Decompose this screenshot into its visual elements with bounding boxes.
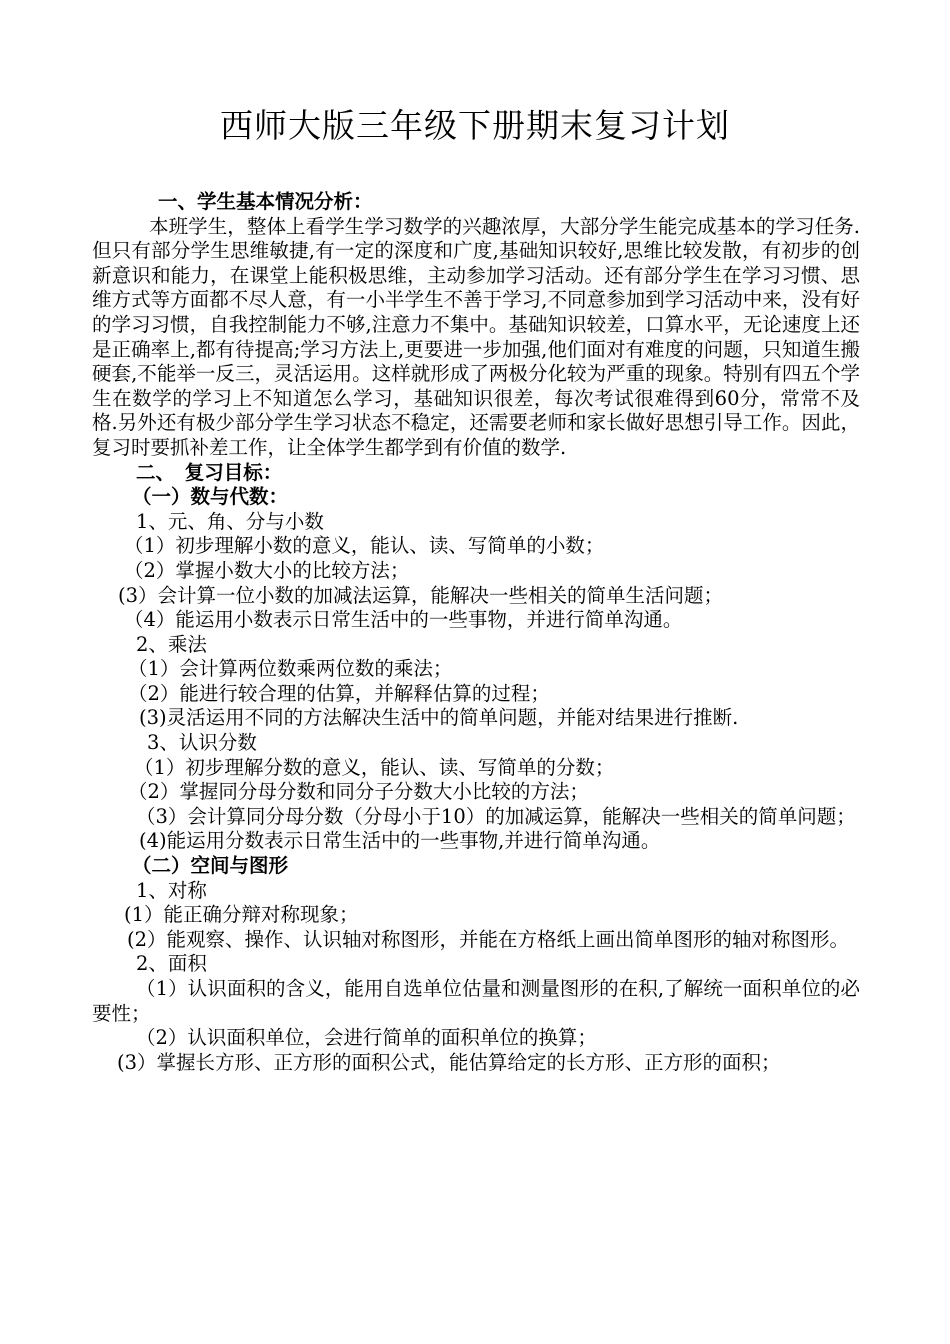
list-item: (2）能观察、操作、认识轴对称图形，并能在方格纸上画出简单图形的轴对称图形。 (127, 927, 850, 951)
topic-multiplication: 2、乘法 (136, 632, 207, 656)
list-item: （2）掌握小数大小的比较方法； (124, 558, 410, 582)
list-item: (1）能正确分辩对称现象； (124, 903, 359, 927)
topic-area: 2、面积 (136, 952, 207, 976)
list-item: (4)能运用分数表示日常生活中的一些事物,并进行简单沟通。 (139, 829, 661, 853)
list-item: （1）认识面积的含义，能用自选单位估量和测量图形的在积,了解统一面积单位的必要性； (92, 977, 860, 1025)
list-item: （2）认识面积单位，会进行简单的面积单位的换算； (136, 1026, 597, 1050)
list-item: (3）会计算一位小数的加减法运算，能解决一些相关的简单生活问题； (118, 583, 724, 607)
list-item: （1）会计算两位数乘两位数的乘法； (128, 657, 453, 681)
section-heading-2: 二、 复习目标： (136, 460, 283, 484)
list-item: （2）能进行较合理的估算，并解释估算的过程； (128, 681, 550, 705)
subsection-heading-space-shapes: （二）空间与图形 (132, 854, 289, 878)
subsection-heading-number-algebra: （一）数与代数： (132, 485, 289, 509)
list-item: （3）会计算同分母分数（分母小于10）的加减运算，能解决一些相关的简单问题； (136, 804, 856, 828)
list-item: （2）掌握同分母分数和同分子分数大小比较的方法； (128, 780, 589, 804)
list-item: （1）初步理解小数的意义，能认、读、写简单的小数； (124, 534, 605, 558)
list-item: (3）掌握长方形、正方形的面积公式，能估算给定的长方形、正方形的面积； (117, 1050, 781, 1074)
section-heading-1: 一、学生基本情况分析： (158, 190, 373, 213)
list-item: (3)灵活运用不同的方法解决生活中的简单问题，并能对结果进行推断. (139, 706, 739, 730)
paragraph-student-analysis: 本班学生，整体上看学生学习数学的兴趣浓厚，大部分学生能完成基本的学习任务.但只有部分学生思维敏捷,有一定的深度和广度,基础知识较好,思维比较发散，有初步的创新意识和能力，在课堂上能积极思维，主动参加学习活动。还有部分学生在学习习惯、思维方式等方面都不尽人意，有一小半学生不善于学习,不同意参加到学习活动中来，没有好的学习习惯，自我控制能力不够,注意力不集中。基础知识较差，口算水平，无论速度上还是正确率上,都有待提高;学习方法上,更要进一步加强,他们面对有难度的问题，只知道生搬硬套,不能举一反三，灵活运用。这样就形成了两极分化较为严重的现象。特别有四五个学生在数学的学习上不知道怎么学习，基础知识很差，每次考试很难得到60分，常常不及格.另外还有极少部分学生学习状态不稳定，还需要老师和家长做好思想引导工作。因此，复习时要抓补差工作，让全体学生都学到有价值的数学. (92, 214, 860, 459)
topic-fractions: 3、认识分数 (147, 731, 257, 755)
document-title: 西师大版三年级下册期末复习计划 (220, 106, 730, 145)
list-item: （4）能运用小数表示日常生活中的一些事物，并进行简单沟通。 (124, 608, 683, 632)
topic-decimals: 1、元、角、分与小数 (136, 509, 324, 533)
list-item: （1）初步理解分数的意义，能认、读、写简单的分数； (134, 755, 615, 779)
topic-symmetry: 1、对称 (136, 878, 207, 902)
document-body (92, 190, 860, 1075)
